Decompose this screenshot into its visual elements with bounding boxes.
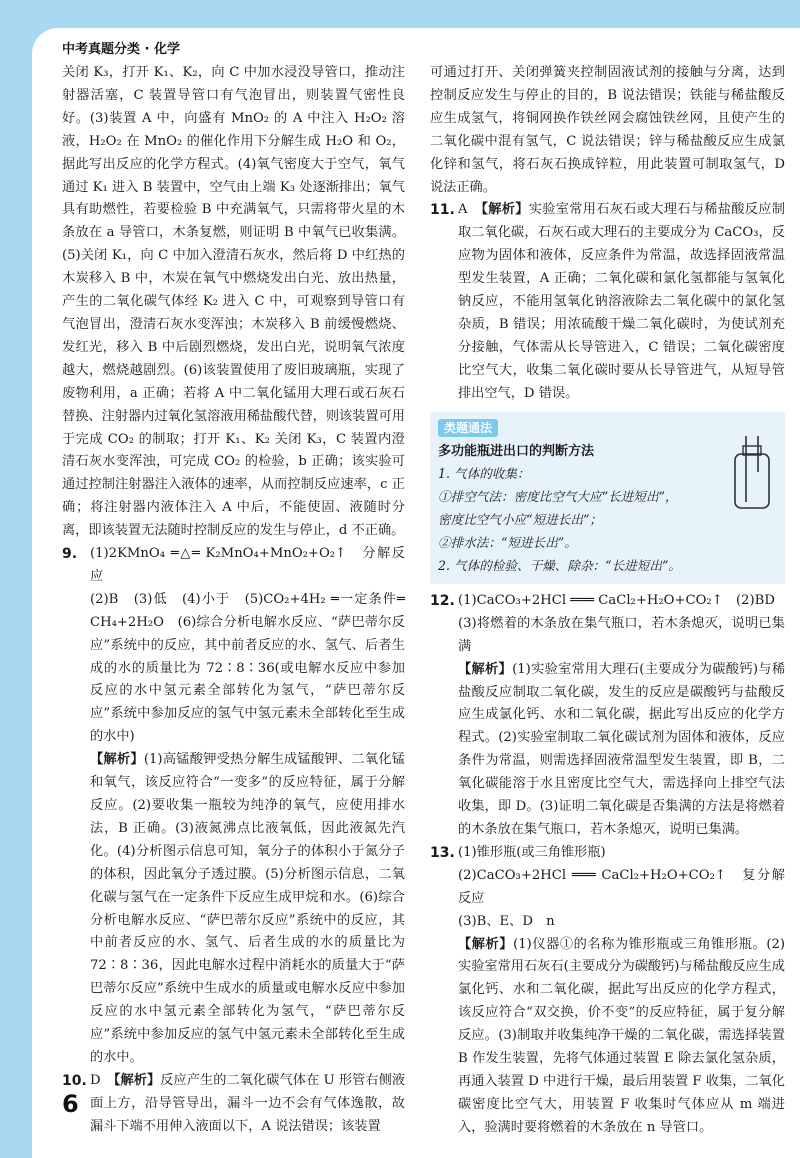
analysis-label: 【解析】 (458, 661, 513, 677)
analysis-paragraph (90, 749, 405, 1070)
question-number: 9. (62, 546, 78, 563)
answer-line: (1)CaCO₃+2HCl ═══ CaCl₂+H₂O+CO₂↑ (2)BD (458, 592, 775, 608)
answer-line: (2)CaCO₃+2HCl ═══ CaCl₂+H₂O+CO₂↑ 复分解反应 (458, 867, 785, 906)
analysis-paragraph (458, 659, 785, 842)
answer-line: (3)B、E、D n (458, 913, 555, 929)
page-number: 6 (62, 1090, 79, 1118)
analysis-label: 【解析】 (90, 752, 144, 768)
answer-line (458, 199, 785, 405)
answer-line: (1)锥形瓶(或三角锥形瓶) (458, 844, 606, 860)
analysis-text: 反应产生的二氧化碳气体在 U 形管右侧液面上方，沿导管导出，漏斗一边不会有气体逸散，故漏斗下端不用伸入液面以下，A 说法错误；该装置 (90, 1072, 406, 1134)
analysis-paragraph (458, 934, 785, 1140)
method-tip-line: ①排空气法：密度比空气大应“长进短出”， (438, 489, 678, 505)
analysis-text: 实验室常用石灰石或大理石与稀盐酸反应制取二氧化碳，石灰石或大理石的主要成分为 CaCO₃，反应物为固体和液体，反应条件为常温，故选择固液常温型发生装置，A 正确；二氧化碳和氯化氢都能与氢氧化钠反应，不能用氢氧化钠溶液除去二氧化碳中的氯化氢杂质，B 错误；用浓硫酸干燥二氧化碳时，为使试剂充分接触，气体需从长导管进入，C 错误；二氧化碳密度比空气大，收集二氧化碳时要从长导管进气，从短导管排出空气，D 错误。 (458, 202, 785, 401)
answer-line: (2)B (3)低 (4)小于 (5)CO₂+4H₂ ═一定条件═ CH₄+2H₂O (6)综合分析电解水反应、“萨巴蒂尔反应”系统中的反应，其中前者反应的水、氢气、后者生成的水的质量比为 72∶8∶36(或电解水反应中参加反应的水中氢元素全部转化为氢气，“萨巴蒂尔反应”系统中参加反应的氢气中氢元素未全部转化至生成的水中) (90, 591, 405, 745)
answer-block (62, 62, 405, 543)
answer-block (430, 842, 785, 1140)
analysis-text: (1)高锰酸钾受热分解生成锰酸钾、二氧化锰和氧气，该反应符合“一变多”的反应特征，属于分解反应。(2)要收集一瓶较为纯净的氧气，应使用排水法，B 正确。(3)液氮沸点比液氧低，因此液氮先汽化。(4)分析图示信息可知，氧分子的体积小于氮分子的体积，因此氧分子透过膜。(5)分析图示信息，二氧化碳与氢气在一定条件下反应生成甲烷和水。(6)综合分析电解水反应、“萨巴蒂尔反应”系统中的反应，其中前者反应的水、氢气、后者生成的水的质量比为 72∶8∶36，因此电解水过程中消耗水的质量大于“萨巴蒂尔反应”系统中生成水的质量或电解水反应中参加反应的水中氢元素全部转化为氢气，“萨巴蒂尔反应”系统中参加反应的氢气中氢元素未全部转化至生成的水中。 (90, 752, 405, 1065)
analysis-text: (1)仪器①的名称为锥形瓶或三角锥形瓶。(2)实验室常用石灰石(主要成分为碳酸钙)与稀盐酸反应生成氯化钙、水和二氧化碳，据此写出反应的化学方程式，该反应符合“双交换，价不变”的反应特征，属于复分解反应。(3)制取并收集纯净干燥的二氧化碳，需选择装置 B 作发生装置，先将气体通过装置 E 除去氯化氢杂质，再通入装置 D 中进行干燥，最后用装置 F 收集，二氧化碳密度比空气大，用装置 F 收集时气体应从 m 端进入，验满时要将燃着的木条放在 n 导管口。 (458, 936, 786, 1135)
answer-line: 关闭 K₃，打开 K₁、K₂，向 C 中加水浸没导管口，推动注射器活塞，C 装置导管口有气泡冒出，则装置气密性良好。(3)装置 A 中，向盛有 MnO₂ 的 A 中注入 H₂O₂ 溶液，H₂O₂ 在 MnO₂ 的催化作用下分解生成 H₂O 和 O₂，据此写出反应的化学方程式。(4)氧气密度大于空气，氧气通过 K₁ 进入 B 装置中，空气由上端 K₃ 处逐渐排出；氧气具有助燃性，若要检验 B 中充满氧气，只需将带火星的木条放在 a 导管口，木条复燃，则证明 B 中氧气已收集满。(5)关闭 K₁，向 C 中加入澄清石灰水，然后将 D 中红热的木炭移入 B 中，木炭在氧气中燃烧发出白光、放出热量，产生的二氧化碳气体经 K₂ 进入 C 中，可观察到导管口有气泡冒出，澄清石灰水变浑浊；木炭移入 B 前缓慢燃烧、发红光，移入 B 中后剧烈燃烧，发出白光，说明氧气浓度越大，燃烧越剧烈。(6)该装置使用了废旧玻璃瓶，实现了废物利用，a 正确；若将 A 中二氧化锰用大理石或石灰石替换、注射器内过氧化氢溶液用稀盐酸代替，则该装置可用于完成 CO₂ 的制取；打开 K₁、K₂ 关闭 K₃，C 装置内澄清石灰水变浑浊，可完成 CO₂ 的检验，b 正确；该实验可通过控制注射器注入液体的速率，从而控制反应速率，c 正确；将注射器内液体注入 A 中后，不能使固、液随时分离，即该装置无法随时控制反应的发生与停止，d 不正确。 (62, 65, 405, 539)
analysis-label: 【解析】 (481, 202, 529, 218)
question-number: 10. (62, 1072, 87, 1089)
answer-block (430, 62, 785, 199)
answer-block (430, 199, 785, 405)
question-number: 11. (430, 202, 455, 219)
right-column (430, 62, 785, 1140)
answer-block (62, 1070, 405, 1139)
analysis-text: (1)实验室常用大理石(主要成分为碳酸钙)与稀盐酸反应制取二氧化碳，发生的反应是碳酸钙与盐酸反应生成氯化钙、水和二氧化碳，据此写出反应的化学方程式。(2)实验室制取二氧化碳试剂为固体和液体，反应条件为常温，则需选择固液常温型发生装置，即 B，二氧化碳能溶于水且密度比空气大，需选择向上排空气法收集，即 D。(3)证明二氧化碳是否集满的方法是将燃着的木条放在集气瓶口，若木条熄灭，说明已集满。 (458, 661, 786, 837)
method-tip-line: 2. 气体的检验、干燥、除杂：“长进短出”。 (438, 558, 681, 574)
answer-choice: D (90, 1072, 114, 1088)
answer-line: (1)2KMnO₄ ═△═ K₂MnO₄+MnO₂+O₂↑ 分解反应 (90, 546, 405, 584)
answer-line: (3)将燃着的木条放在集气瓶口，若木条熄灭，说明已集满 (458, 615, 785, 654)
left-column (62, 62, 405, 1139)
analysis-label: 【解析】 (113, 1072, 161, 1088)
answer-line: 可通过打开、关闭弹簧夹控制固液试剂的接触与分离，达到控制反应发生与停止的目的，B 说法错误；铁能与稀盐酸反应生成氢气，将铜网换作铁丝网会腐蚀铁丝网，且使产生的二氧化碳中混有氢气，C 说法错误；锌与稀盐酸反应生成氯化锌和氢气，将石灰石换成锌粒，用此装置可制取氢气，D 说法正确。 (430, 65, 785, 195)
method-tip-line: 1. 气体的收集： (438, 466, 530, 482)
method-tip-box (430, 412, 785, 584)
page-header: 中考真题分类 · 化学 (62, 42, 180, 57)
gas-bottle-icon (729, 432, 775, 512)
question-number: 12. (430, 592, 455, 609)
analysis-label: 【解析】 (458, 936, 514, 952)
question-number: 13. (430, 844, 455, 861)
answer-line (90, 1070, 405, 1139)
method-tip-line: ②排水法：“短进长出”。 (438, 535, 577, 551)
method-tip-tag: 类题通法 (438, 419, 498, 437)
answer-choice: A (458, 202, 482, 218)
top-bar (32, 0, 800, 28)
method-tip-line: 密度比空气小应“短进长出”； (438, 512, 603, 528)
answer-block (62, 543, 405, 1070)
method-tip-title: 多功能瓶进出口的判断方法 (438, 443, 595, 459)
answer-block (430, 590, 785, 842)
